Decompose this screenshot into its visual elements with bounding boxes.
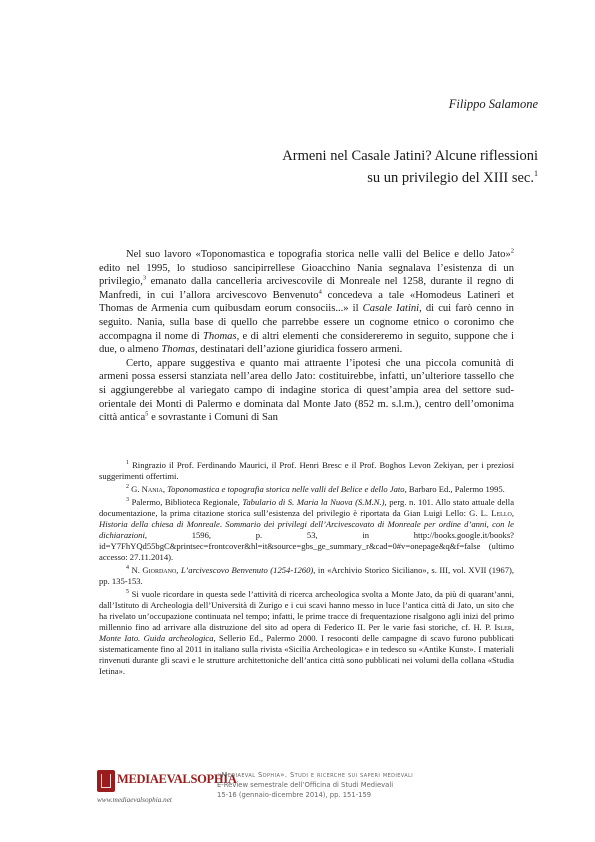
- footnote-ref[interactable]: 2: [510, 247, 514, 255]
- footnote-2: $^2$ G. Nania, Toponomastica e topografia storica nelle valli del Belice e dello Jato, Barbaro Ed., Palermo 1995.: [126, 484, 505, 494]
- footnote-ref[interactable]: 5: [145, 410, 149, 418]
- footnote-ref[interactable]: 3: [142, 274, 147, 282]
- journal-logo[interactable]: [97, 768, 237, 808]
- journal-name: «Mediaeval Sophia». Studi e ricerche sui saperi medievali: [217, 771, 414, 779]
- page-footer: [97, 768, 517, 808]
- footnote-ref[interactable]: 1: [534, 169, 538, 178]
- title-line-1: Armeni nel Casale Jatini? Alcune riflessioni: [282, 148, 538, 164]
- logo-url[interactable]: www.mediaevalsophia.net: [97, 796, 172, 804]
- footnote-ref[interactable]: 4: [318, 288, 322, 296]
- article-title: [218, 147, 538, 187]
- paragraph-1: Nel suo lavoro «Toponomastica e topografia storica nelle valli del Belice e dello Jato»$^2$ edito nel 1995, lo studioso sancipirrellese Gioacchino Nania segnalava l’esistenza di un privilegio,$^3$ emanato dalla cancelleria arcivescovile di Monreale nel 1258, durante il regno di Manfredi, in cui l’allora arcivescovo Benvenuto$^4$ concedeva a tale «Homodeus Latineri et Thomas de Armenia cum quibusdam eorum consociis...» il Casale Iatini, di cui farò cenno in seguito. Nania, sulla base di quello che parrebbe essere un cognome etnico o coronimo che accompagna il nome di Thomas, e di altri elementi che considereremo in seguito, suppone che i due, o almeno Thomas, destinatari dell’azione giuridica fossero armeni.: [99, 247, 514, 356]
- issue-info: 15-16 (gennaio-dicembre 2014), pp. 151-159: [217, 791, 372, 799]
- author-name: Filippo Salamone: [448, 97, 538, 111]
- footnote-5: $^5$ Si vuole ricordare in questa sede l’attività di ricerca archeologica svolta a Monte Jato, da più di quarant’anni, dall’Istituto di Archeologia dell’Università di Zurigo e i cui scavi hanno messo in luce l’antica città di Jato, un sito che ha rivelato un’occupazione continuata nel tempo; infatti, le prime tracce di frequentazione risalgono agli inizi del primo millennio fino ad arrivare alla distruzione del sito ad opera di Federico II. Per le varie fasi storiche, cf. H. P. Isler, Monte Iato. Guida archeologica, Sellerio Ed., Palermo 2000. I resoconti delle campagne di scavo furono pubblicati sistematicamente fino al 2011 in italiano sulla rivista «Sicilia Archeologica» e in tedesco su «Antike Kunst». I materiali rinvenuti durante gli scavi e le strutture architettoniche dell’antica città sono pubblicati nei volumi della collana «Studia Ietina».: [99, 589, 514, 676]
- footnote-4: $^4$ N. Giordano, L’arcivescovo Benvenuto (1254-1260), in «Archivio Storico Siciliano», s. III, vol. XVII (1967), pp. 135-153.: [99, 565, 514, 586]
- footnote-1: $^1$ Ringrazio il Prof. Ferdinando Maurici, il Prof. Henri Bresc e il Prof. Boghos Levon Zekiyan, per i preziosi suggerimenti offertimi.: [99, 460, 514, 481]
- body-text: [99, 248, 514, 425]
- logo-text: MEDIAEVALSOPHIA: [117, 772, 237, 786]
- logo-mark-icon: [97, 770, 115, 792]
- footer-info: [217, 770, 517, 800]
- journal-subtitle: E-Review semestrale dell’Officina di Studi Medievali: [217, 781, 394, 789]
- title-line-2: su un privilegio del XIII sec.$^1$: [367, 169, 538, 186]
- footnote-3: $^3$ Palermo, Biblioteca Regionale, Tabulario di S. Maria la Nuova (S.M.N.), perg. n. 101. Allo stato attuale della documentazione, la prima citazione storica sull’esistenza del privilegio è riportata da Gian Luigi Lello: G. L. Lello, Historia della chiesa di Monreale. Sommario dei privilegi dell’Arcivescovato di Monreale per ordine d’anni, con le dichiarazioni, 1596, p. 53, in http://books.google.it/books?id=Y7FhYQd55bgC&printsec=frontcover&hl=it&source=gbs_ge_summary_r&cad=0#v=onepage&q&f=false (ultimo accesso: 27.11.2014).: [99, 497, 515, 562]
- footnotes: [99, 460, 514, 679]
- paragraph-2: Certo, appare suggestiva e quanto mai attraente l’ipotesi che una piccola comunità di armeni possa essersi stanziata nell’area dello Jato: costituirebbe, infatti, un’ulteriore tassello che si aggiungerebbe al variegato campo di indagine storica di quest’ampia area del settore sud-orientale dei Monti di Palermo e dominata dal Monte Jato (852 m. s.l.m.), centro dell’omonima città antica$^5$ e sovrastante i Comuni di San: [99, 357, 514, 424]
